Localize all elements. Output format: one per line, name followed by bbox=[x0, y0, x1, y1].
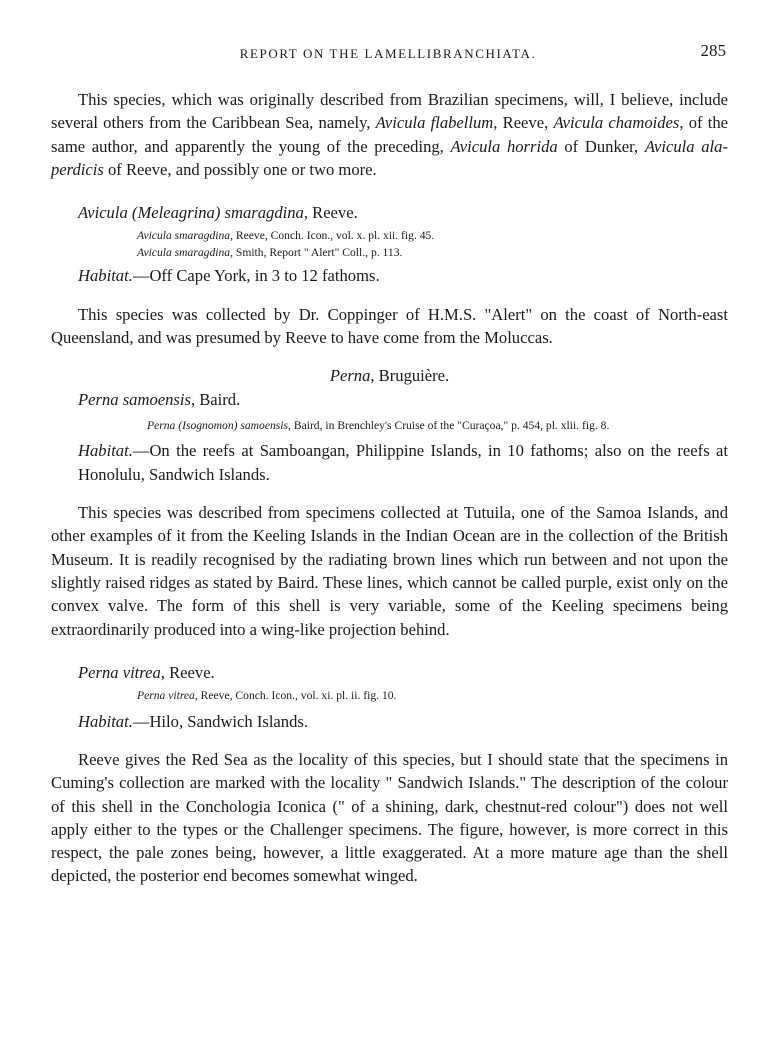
remarks-paragraph bbox=[51, 748, 728, 888]
synonym-name: Avicula smaragdina bbox=[137, 245, 231, 259]
remarks-paragraph: This species was described from specimens collected at Tutuila, one of the Samoa Islands, and other examples of it from the Keeling Islands in the Indian Ocean are in the collection of the British Museum. It is readily recognised by the radiating brown lines which run between and not upon the slightly raised ridges as stated by Baird. These lines, which cannot be called purple, exist only on the convex valve. The form of this shell is very variable, some of the Keeling specimens being extraordinarily produced into a wing-like projection behind. bbox=[51, 503, 728, 639]
synonymy-line bbox=[51, 418, 728, 435]
synonym-reference: , Baird, in Brenchley's Cruise of the "Curaçoa," p. 454, pl. xlii. fig. 8. bbox=[288, 418, 610, 432]
habitat-text: —Hilo, Sandwich Islands. bbox=[132, 711, 309, 731]
synonym-reference: , Smith, Report " Alert" Coll., p. 113. bbox=[230, 245, 403, 259]
synonymy-line bbox=[51, 228, 728, 245]
page-number: 285 bbox=[700, 41, 726, 60]
synonymy-line bbox=[51, 688, 728, 705]
species-name: Perna vitrea bbox=[78, 662, 161, 682]
remarks-text: Reeve gives the Red Sea as the locality of this species, but I should state that the specimens in Cuming's collection are marked with the locality " Sandwich Islands." The description of the colour of this shell in the bbox=[51, 749, 728, 816]
intro-text: This species, which was originally described from Brazilian specimens, will, I believe, include several others from the Caribbean Sea, namely, bbox=[51, 90, 728, 133]
species-heading-smaragdina bbox=[51, 201, 728, 224]
synonym-name: Perna (Isognomon) samoensis bbox=[147, 418, 289, 432]
synonym-reference: , Reeve, Conch. Icon., vol. x. pl. xii. fig. 45. bbox=[230, 229, 435, 243]
species-author: , Baird. bbox=[190, 389, 241, 409]
habitat-text: —On the reefs at Samboangan, Philippine Islands, in 10 fathoms; also on the reefs at Honolulu, Sandwich Islands. bbox=[78, 441, 728, 484]
genus-name: Perna bbox=[329, 366, 371, 386]
habitat-text: —Off Cape York, in 3 to 12 fathoms. bbox=[132, 266, 380, 286]
species-author: , Reeve. bbox=[303, 203, 358, 223]
habitat-line bbox=[51, 264, 728, 287]
page-body bbox=[51, 88, 728, 888]
synonym-reference: , Reeve, Conch. Icon., vol. xi. pl. ii. fig. 10. bbox=[194, 689, 397, 703]
species-author: , Reeve. bbox=[160, 662, 215, 682]
taxon-name: Avicula flabellum bbox=[375, 113, 494, 133]
intro-paragraph bbox=[51, 88, 728, 181]
work-title: Conchologia Iconica bbox=[185, 796, 326, 816]
genus-heading-perna bbox=[51, 364, 728, 387]
taxon-name: Avicula chamoides bbox=[553, 113, 680, 133]
habitat-line bbox=[51, 710, 728, 733]
genus-author: , Bruguière. bbox=[370, 366, 450, 386]
habitat-label: Habitat. bbox=[78, 266, 133, 286]
habitat-label: Habitat. bbox=[78, 711, 133, 731]
species-name: Avicula (Meleagrina) smaragdina bbox=[78, 203, 304, 223]
intro-text: of Reeve, and possibly one or two more. bbox=[103, 159, 377, 179]
intro-text: of Dunker, bbox=[557, 136, 645, 156]
synonym-name: Avicula smaragdina bbox=[137, 229, 231, 243]
taxon-name: Avicula horrida bbox=[450, 136, 558, 156]
remarks-text: (" of a shining, dark, chestnut-red colour") does not well apply either to the types or the Challenger specimens. The figure, however, is more correct in this respect, the pale zones being, however, a little exaggerated. At a more mature age than the shell depicted, the posterior end becomes somewhat winged. bbox=[51, 796, 729, 886]
intro-text: , Reeve, bbox=[493, 113, 554, 133]
intro-text: , of the same author, and apparently the young of the preceding, bbox=[51, 113, 729, 156]
taxon-name: Avicula ala-perdicis bbox=[51, 136, 728, 179]
species-heading-vitrea bbox=[51, 661, 728, 684]
habitat-label: Habitat. bbox=[78, 441, 133, 461]
synonymy-line bbox=[51, 245, 728, 262]
remarks-paragraph: This species was collected by Dr. Coppinger of H.M.S. "Alert" on the coast of North-east Queensland, and was presumed by Reeve to have come from the Moluccas. bbox=[51, 304, 728, 348]
species-name: Perna samoensis bbox=[78, 389, 191, 409]
habitat-line bbox=[51, 439, 728, 486]
synonym-name: Perna vitrea bbox=[137, 689, 195, 703]
running-title: REPORT ON THE LAMELLIBRANCHIATA. bbox=[239, 46, 537, 61]
species-heading-samoensis bbox=[51, 388, 728, 411]
